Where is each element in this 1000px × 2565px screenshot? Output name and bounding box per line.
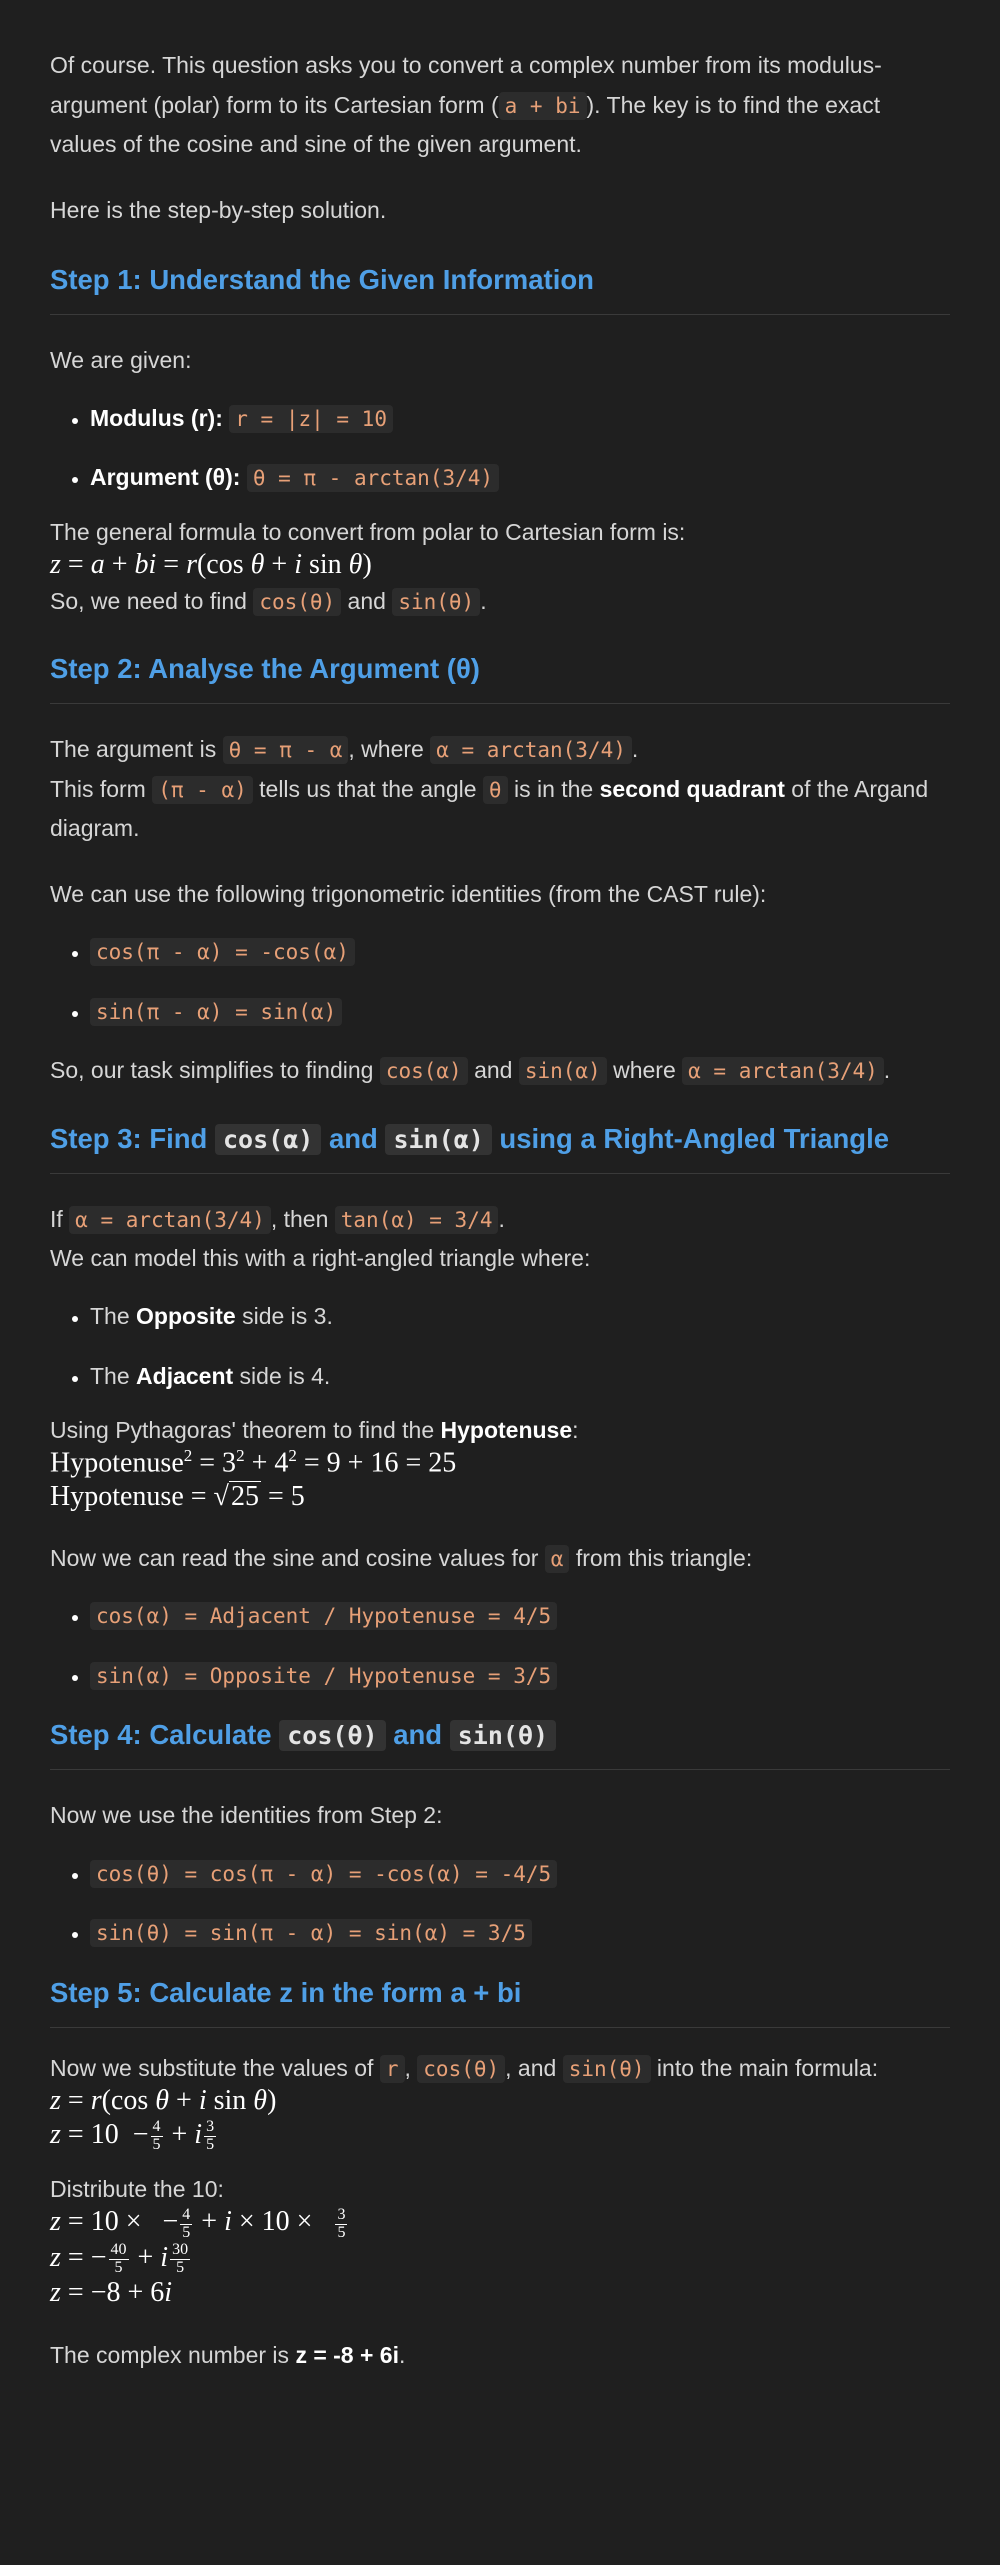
trig-values-list xyxy=(50,1596,950,1695)
list-item: • cos(π - α) = -cos(α) xyxy=(90,932,950,972)
step3-heading: Step 3: Find cos(α) and sin(α) using a Right-Angled Triangle xyxy=(50,1119,950,1174)
distribute-line: Distribute the 10: xyxy=(50,2176,224,2203)
argument-line: The argument is θ = π - α , where α = arctan(3/4) . xyxy=(50,736,639,763)
intro-paragraph: Of course. This question asks you to convert a complex number from its modulus-argument (polar) form to its Cartesian form ( a + bi ). The key is to find the exact values of the cosine and sine of the given argument. xyxy=(50,52,882,158)
simplified-formula: z = − $\frac{40}{5}$ + i $\frac{30}{5}$ xyxy=(50,2241,189,2277)
substituted-formula: z = 10 − $\frac{4}{5}$ + i $\frac{3}{5}$ xyxy=(50,2118,215,2154)
main-formula: z = r(cos θ + i sin θ) xyxy=(50,2084,277,2116)
final-formula: z = −8 + 6i xyxy=(50,2277,173,2309)
list-item: • cos(θ) = cos(π - α) = -cos(α) = -4/5 xyxy=(90,1854,950,1894)
task-line: So, our task simplifies to finding cos(α) and sin(α) where α = arctan(3/4) . xyxy=(50,1057,891,1084)
final-answer: The complex number is z = -8 + 6i. xyxy=(50,2342,406,2369)
identities-list xyxy=(50,932,950,1031)
if-line: If α = arctan(3/4) , then tan(α) = 3/4 . xyxy=(50,1205,505,1232)
hypotenuse-equation: Hypotenuse$^2$ = $3^2 + 4^2 = 9 + 16 = 25$ xyxy=(50,1445,457,1479)
list-item: • sin(θ) = sin(π - α) = sin(α) = 3/5 xyxy=(90,1913,950,1953)
results-list xyxy=(50,1854,950,1953)
sides-list xyxy=(50,1297,950,1396)
step5-heading: Step 5: Calculate z in the form a + bi xyxy=(50,1973,950,2028)
distributed-formula: z = 10 × − $\frac{4}{5}$ + i × 10 × $\frac{3}{5}$ xyxy=(50,2205,346,2241)
hypotenuse-result: Hypotenuse = √25 = 5 xyxy=(50,1481,305,1513)
list-item: • Argument (θ): θ = π - arctan(3/4) xyxy=(90,458,950,498)
step2-heading: Step 2: Analyse the Argument (θ) xyxy=(50,649,950,704)
list-item: • cos(α) = Adjacent / Hypotenuse = 4/5 xyxy=(90,1596,950,1636)
model-line: We can model this with a right-angled triangle where: xyxy=(50,1245,591,1272)
substitute-line: Now we substitute the values of r , cos(θ) , and sin(θ) into the main formula: xyxy=(50,2054,879,2081)
step4-heading: Step 4: Calculate cos(θ) and sin(θ) xyxy=(50,1715,950,1770)
intro-paragraph-2: Here is the step-by-step solution. xyxy=(50,196,387,223)
inline-code: a + bi xyxy=(499,92,587,120)
list-item: • sin(α) = Opposite / Hypotenuse = 3/5 xyxy=(90,1656,950,1696)
read-line: Now we can read the sine and cosine values for α from this triangle: xyxy=(50,1544,753,1571)
pythagoras-line: Using Pythagoras' theorem to find the Hypotenuse: xyxy=(50,1417,579,1444)
quadrant-line: This form (π - α) tells us that the angle θ is in the second quadrant of the Argand diagram. xyxy=(50,775,929,842)
given-text: We are given: xyxy=(50,347,192,374)
list-item: • Modulus (r): r = |z| = 10 xyxy=(90,399,950,439)
list-item: • sin(π - α) = sin(α) xyxy=(90,992,950,1032)
so-line: So, we need to find cos(θ) and sin(θ) . xyxy=(50,587,487,614)
use-line: Now we use the identities from Step 2: xyxy=(50,1802,443,1829)
list-item: • The Adjacent side is 4. xyxy=(90,1357,950,1397)
formula-intro: The general formula to convert from polar to Cartesian form is: xyxy=(50,518,686,545)
list-item: • The Opposite side is 3. xyxy=(90,1297,950,1337)
given-list xyxy=(50,399,950,498)
step1-heading: Step 1: Understand the Given Information xyxy=(50,260,950,315)
polar-formula: z = a + bi = r(cos θ + i sin θ) xyxy=(50,548,372,580)
identities-intro: We can use the following trigonometric identities (from the CAST rule): xyxy=(50,880,767,907)
